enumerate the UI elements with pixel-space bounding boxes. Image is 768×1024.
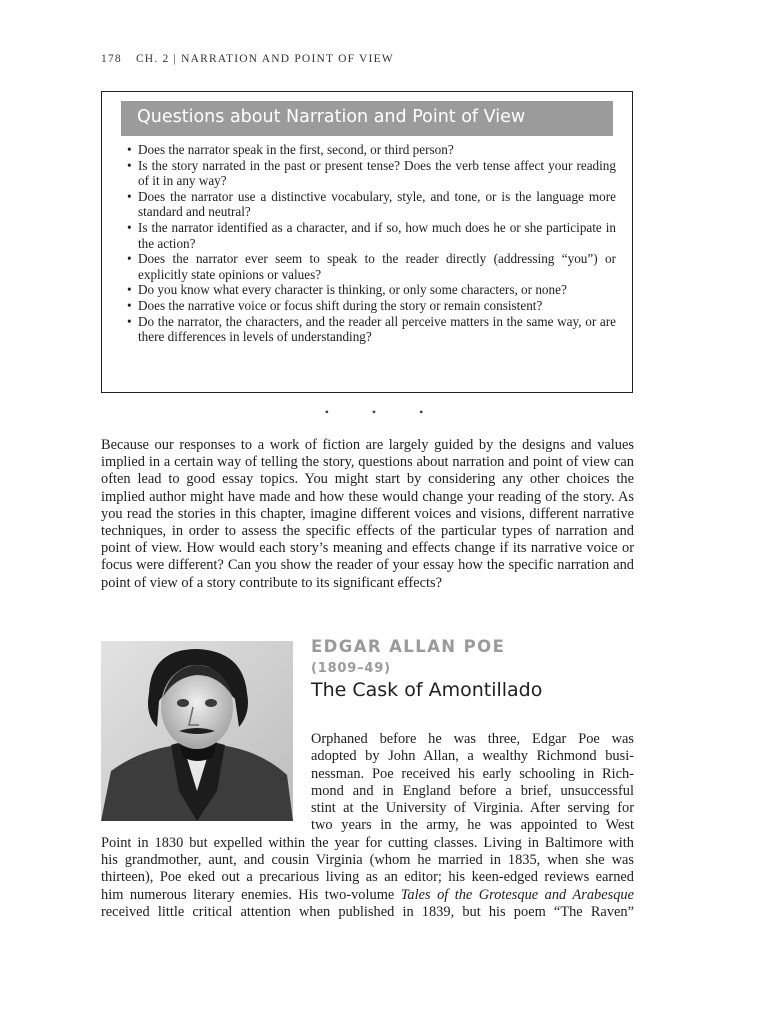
question-item: • Does the narrator ever seem to speak to the reader directly (addressing “you”) or explicitly state opinions or values?	[126, 251, 616, 282]
question-item: • Do you know what every character is thinking, or only some characters, or none?	[126, 282, 616, 298]
question-item: • Do the narrator, the characters, and the reader all perceive matters in the same way, or are there differences in levels of understanding?	[126, 314, 616, 345]
book-title: Tales of the Grotesque and Arabesque	[400, 886, 634, 903]
author-name: EDGAR ALLAN POE	[311, 637, 506, 656]
bio-line: two years in the army, he was appointed to West	[311, 817, 634, 834]
bio-line: thirteen), Poe eked out a precarious living as an editor; his keen-edged reviews earned	[101, 869, 634, 886]
chapter-heading: CH. 2 | NARRATION AND POINT OF VIEW	[135, 53, 394, 65]
questions-box	[101, 91, 633, 393]
bio-line	[101, 887, 634, 904]
section-separator: • • •	[324, 405, 444, 419]
question-item: • Does the narrator speak in the first, second, or third person?	[126, 142, 616, 158]
bio-line: Orphaned before he was three, Edgar Poe was	[311, 731, 634, 747]
question-item: • Is the story narrated in the past or present tense? Does the verb tense affect your reading of it in any way?	[126, 158, 616, 189]
bio-line: stint at the University of Virginia. After serving for	[311, 800, 634, 817]
body-paragraph: Because our responses to a work of fiction are largely guided by the designs and values implied in a certain way of telling the story, questions about narration and point of view can often lead to good essay topics. You might start by considering any other choices the implied author might have made and how these would change your reading of the story. As you read the stories in this chapter, imagine different voices and visions, different narrative techniques, in order to assess the specific effects of the particular types of narration and point of view. How would each story’s meaning and effects change if its narrative voice or focus were different? Can you show the reader of your essay how the specific narration and point of view of a story contribute to its significant effects?	[101, 437, 634, 591]
question-item: • Does the narrator use a distinctive vocabulary, style, and tone, or is the language more standard and neutral?	[126, 189, 616, 220]
bio-line: Point in 1830 but expelled within the year for cutting classes. Living in Baltimore with	[101, 834, 634, 851]
bio-line: adopted by John Allan, a wealthy Richmond busi-	[311, 748, 634, 765]
story-title: The Cask of Amontillado	[311, 679, 543, 701]
author-bio	[101, 731, 634, 921]
bio-line: mond and in England before a brief, unsuccessful	[311, 782, 634, 799]
questions-list	[126, 142, 616, 345]
bio-line-text: him numerous literary enemies. His two-volume	[101, 886, 395, 903]
questions-box-title: Questions about Narration and Point of View	[121, 101, 613, 136]
bio-line: received little critical attention when published in 1839, but his poem “The Raven”	[101, 903, 634, 920]
bio-line: his grandmother, aunt, and cousin Virginia (whom he married in 1835, when she was	[101, 852, 634, 869]
bio-line: nessman. Poe received his early schooling in Rich-	[311, 765, 634, 782]
question-item: • Does the narrative voice or focus shift during the story or remain consistent?	[126, 298, 616, 314]
page-number: 178	[101, 53, 122, 65]
question-item: • Is the narrator identified as a character, and if so, how much does he or she participate in the action?	[126, 220, 616, 251]
running-head	[101, 53, 394, 65]
author-dates: (1809–49)	[311, 661, 391, 676]
